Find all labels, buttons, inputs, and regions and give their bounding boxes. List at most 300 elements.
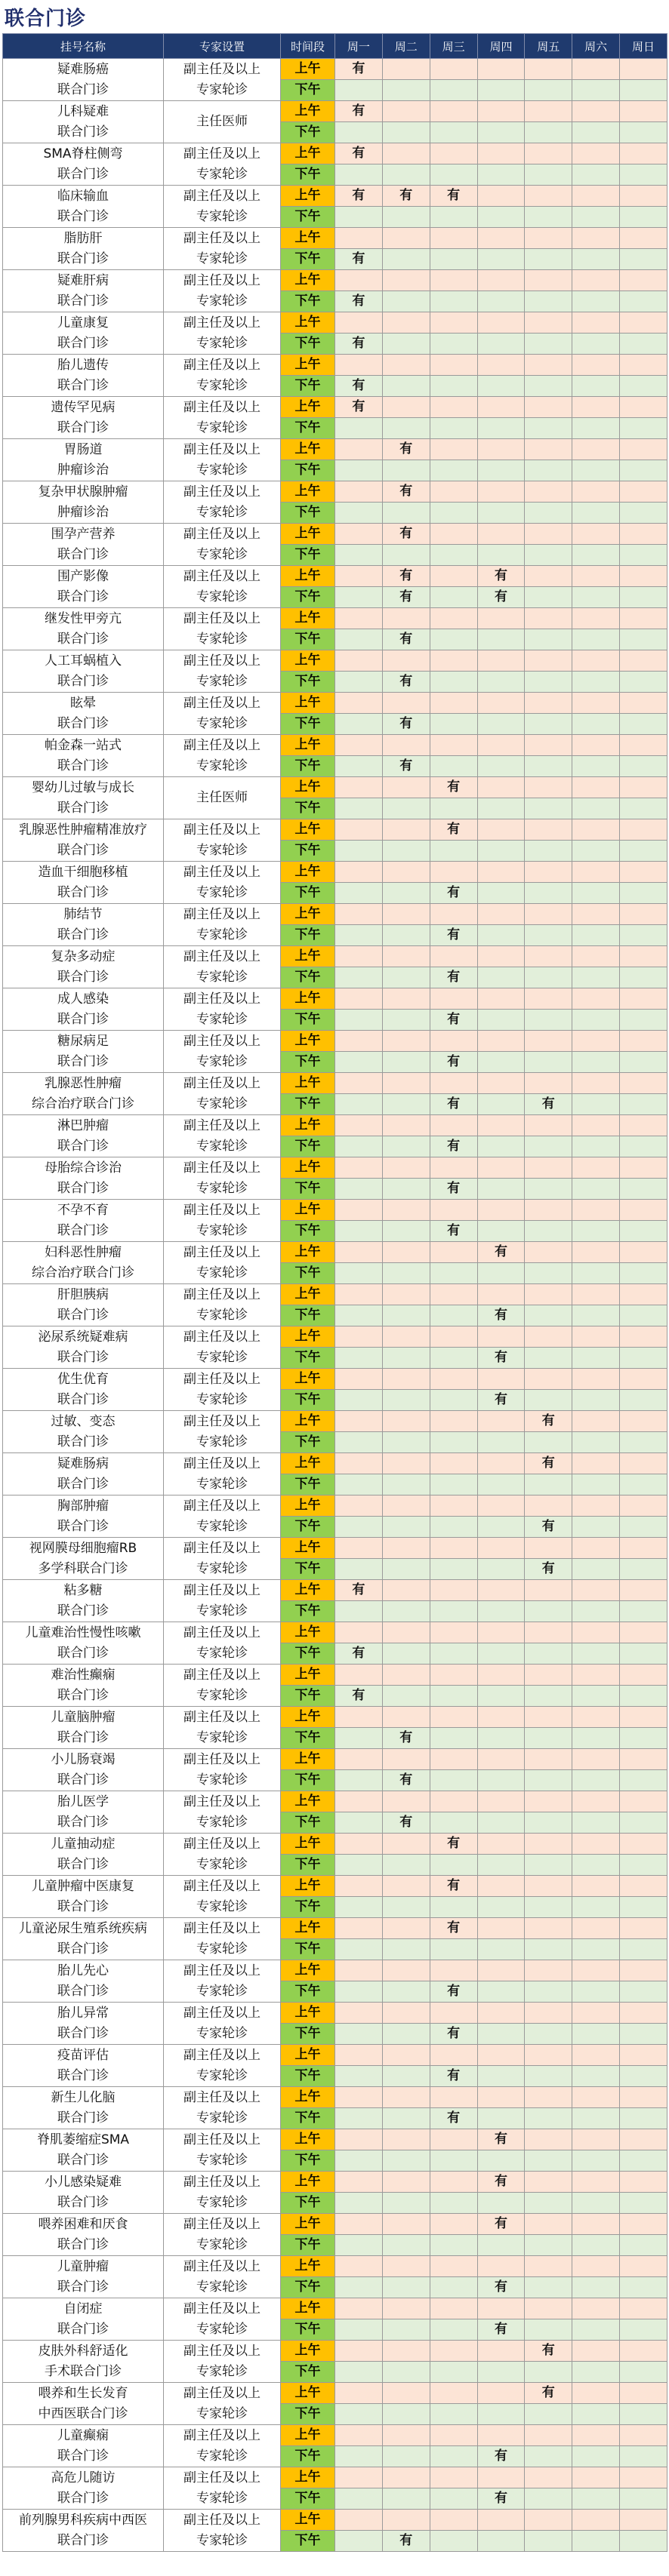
day-slot-cell: 有 — [382, 2531, 430, 2552]
day-slot-cell — [572, 1686, 620, 1707]
clinic-name-line: 联合门诊 — [57, 1814, 109, 1830]
day-slot-cell — [620, 1622, 667, 1643]
clinic-name-line: 围孕产营养 — [51, 526, 116, 542]
period-pm-label: 下午 — [281, 460, 335, 481]
day-slot-cell — [430, 1263, 477, 1284]
clinic-name-line: 胸部肿瘤 — [57, 1498, 109, 1514]
clinic-name-line: 疑难肝病 — [57, 272, 109, 288]
day-slot-cell — [572, 2172, 620, 2193]
day-slot-cell — [477, 439, 525, 460]
expert-level-cell — [164, 524, 281, 566]
clinic-name-line: 综合治疗联合门诊 — [32, 1096, 134, 1111]
day-slot-cell — [525, 2193, 572, 2214]
day-slot-cell — [477, 1010, 525, 1031]
clinic-name-line: 联合门诊 — [57, 969, 109, 985]
expert-level-line: 专家轮诊 — [196, 842, 248, 858]
day-slot-cell — [382, 1622, 430, 1643]
day-slot-cell — [477, 1580, 525, 1601]
expert-level-line: 副主任及以上 — [183, 1329, 261, 1345]
day-slot-cell — [335, 2277, 383, 2298]
day-slot-cell — [382, 1749, 430, 1770]
day-slot-cell — [430, 1031, 477, 1052]
clinic-name-cell — [3, 186, 164, 228]
day-slot-cell — [430, 164, 477, 186]
period-am-label: 上午 — [281, 735, 335, 756]
day-slot-cell — [382, 2066, 430, 2087]
day-slot-cell — [382, 2150, 430, 2172]
day-slot-cell — [477, 2510, 525, 2531]
clinic-name-line: 联合门诊 — [57, 1772, 109, 1788]
day-slot-cell — [382, 1242, 430, 1263]
day-slot-cell — [335, 122, 383, 143]
day-slot-cell — [572, 2087, 620, 2108]
header-expert-level: 专家设置 — [164, 34, 281, 59]
expert-level-cell — [164, 2510, 281, 2552]
expert-level-cell — [164, 650, 281, 693]
clinic-name-line: 联合门诊 — [57, 377, 109, 393]
day-slot-cell — [430, 1960, 477, 1981]
day-slot-cell — [335, 1284, 383, 1305]
period-pm-label: 下午 — [281, 1643, 335, 1665]
day-slot-cell — [525, 1200, 572, 1221]
expert-level-line: 主任医师 — [196, 790, 248, 805]
clinic-name-cell — [3, 1791, 164, 1834]
period-am-label: 上午 — [281, 355, 335, 376]
expert-level-line: 专家轮诊 — [196, 1307, 248, 1323]
day-slot-cell — [382, 2467, 430, 2488]
day-slot-cell — [620, 1242, 667, 1263]
day-slot-cell — [335, 1390, 383, 1411]
expert-level-line: 专家轮诊 — [196, 1518, 248, 1534]
schedule-row — [3, 397, 667, 418]
expert-level-cell — [164, 186, 281, 228]
day-slot-cell — [525, 2277, 572, 2298]
day-slot-cell — [525, 925, 572, 946]
day-slot-cell — [572, 2003, 620, 2024]
day-slot-cell: 有 — [382, 587, 430, 608]
day-slot-cell — [335, 2425, 383, 2446]
clinic-name-line: 妇科恶性肿瘤 — [45, 1244, 122, 1260]
day-slot-cell — [430, 693, 477, 714]
day-slot-cell — [572, 1876, 620, 1897]
day-slot-cell — [335, 1031, 383, 1052]
day-slot-cell — [620, 59, 667, 80]
clinic-name-line: 联合门诊 — [57, 589, 109, 604]
expert-level-line: 副主任及以上 — [183, 906, 261, 922]
day-slot-cell — [430, 524, 477, 545]
day-slot-cell — [572, 904, 620, 925]
period-am-label: 上午 — [281, 1157, 335, 1179]
period-am-label: 上午 — [281, 1495, 335, 1517]
period-pm-label: 下午 — [281, 1517, 335, 1538]
clinic-name-cell — [3, 862, 164, 904]
day-slot-cell — [620, 1157, 667, 1179]
day-slot-cell — [572, 1411, 620, 1432]
day-slot-cell — [477, 1094, 525, 1115]
day-slot-cell — [335, 672, 383, 693]
day-slot-cell — [525, 1242, 572, 1263]
expert-level-line: 专家轮诊 — [196, 2405, 248, 2421]
day-slot-cell — [525, 2235, 572, 2256]
day-slot-cell — [572, 1010, 620, 1031]
day-slot-cell — [620, 777, 667, 798]
day-slot-cell — [382, 1707, 430, 1728]
period-am-label: 上午 — [281, 2510, 335, 2531]
day-slot-cell — [335, 819, 383, 841]
day-slot-cell — [525, 1897, 572, 1918]
clinic-name-cell — [3, 59, 164, 101]
day-slot-cell — [382, 2024, 430, 2045]
day-slot-cell — [382, 1855, 430, 1876]
schedule-row — [3, 2129, 667, 2150]
day-slot-cell — [335, 1305, 383, 1326]
day-slot-cell — [572, 1073, 620, 1094]
day-slot-cell — [335, 439, 383, 460]
day-slot-cell — [382, 1538, 430, 1559]
day-slot-cell — [572, 841, 620, 862]
expert-level-cell — [164, 1960, 281, 2003]
schedule-row — [3, 228, 667, 249]
expert-level-cell — [164, 566, 281, 608]
clinic-name-line: 遗传罕见病 — [51, 399, 116, 415]
schedule-row — [3, 1073, 667, 1094]
day-slot-cell — [525, 1010, 572, 1031]
day-slot-cell — [335, 777, 383, 798]
expert-level-line: 副主任及以上 — [183, 2343, 261, 2359]
day-slot-cell — [620, 397, 667, 418]
expert-level-line: 副主任及以上 — [183, 399, 261, 415]
day-slot-cell — [430, 207, 477, 228]
expert-level-line: 专家轮诊 — [196, 1391, 248, 1407]
day-slot-cell — [620, 2087, 667, 2108]
schedule-row — [3, 439, 667, 460]
day-slot-cell — [382, 2341, 430, 2362]
day-slot-cell — [525, 143, 572, 164]
schedule-row — [3, 59, 667, 80]
expert-level-cell — [164, 988, 281, 1031]
clinic-name-cell — [3, 1665, 164, 1707]
expert-level-line: 副主任及以上 — [183, 1625, 261, 1640]
period-am-label: 上午 — [281, 1665, 335, 1686]
day-slot-cell — [525, 1960, 572, 1981]
expert-level-cell — [164, 1115, 281, 1157]
day-slot-cell — [525, 672, 572, 693]
day-slot-cell — [620, 819, 667, 841]
day-slot-cell — [430, 2003, 477, 2024]
expert-level-line: 副主任及以上 — [183, 188, 261, 204]
day-slot-cell — [525, 481, 572, 503]
day-slot-cell — [572, 418, 620, 439]
schedule-row — [3, 2172, 667, 2193]
day-slot-cell — [525, 693, 572, 714]
expert-level-line: 副主任及以上 — [183, 1413, 261, 1429]
period-pm-label: 下午 — [281, 714, 335, 735]
day-slot-cell — [620, 524, 667, 545]
clinic-name-line: 淋巴肿瘤 — [57, 1117, 109, 1133]
day-slot-cell: 有 — [430, 967, 477, 988]
day-slot-cell — [430, 2045, 477, 2066]
expert-level-cell — [164, 2045, 281, 2087]
clinic-name-line: 联合门诊 — [57, 124, 109, 140]
day-slot-cell — [382, 1495, 430, 1517]
day-slot-cell — [525, 1918, 572, 1939]
day-slot-cell — [430, 735, 477, 756]
clinic-name-line: 联合门诊 — [57, 927, 109, 942]
expert-level-line: 副主任及以上 — [183, 2216, 261, 2232]
expert-level-line: 副主任及以上 — [183, 2385, 261, 2401]
day-slot-cell — [335, 988, 383, 1010]
day-slot-cell — [335, 1157, 383, 1179]
day-slot-cell — [382, 101, 430, 122]
period-pm-label: 下午 — [281, 1897, 335, 1918]
day-slot-cell: 有 — [335, 376, 383, 397]
day-slot-cell — [477, 2108, 525, 2129]
day-slot-cell — [620, 925, 667, 946]
day-slot-cell — [477, 2024, 525, 2045]
day-slot-cell — [335, 503, 383, 524]
period-am-label: 上午 — [281, 312, 335, 334]
day-slot-cell — [572, 1939, 620, 1960]
day-slot-cell — [335, 1073, 383, 1094]
day-slot-cell — [430, 1686, 477, 1707]
day-slot-cell — [335, 2024, 383, 2045]
schedule-row — [3, 819, 667, 841]
day-slot-cell — [430, 1157, 477, 1179]
schedule-row — [3, 1791, 667, 1812]
day-slot-cell — [572, 312, 620, 334]
expert-level-cell — [164, 1369, 281, 1411]
period-pm-label: 下午 — [281, 1432, 335, 1453]
day-slot-cell — [477, 1517, 525, 1538]
day-slot-cell — [335, 714, 383, 735]
day-slot-cell — [572, 1094, 620, 1115]
day-slot-cell — [430, 2510, 477, 2531]
clinic-name-line: 喂养困难和厌食 — [38, 2216, 128, 2232]
clinic-name-line: 肝胆胰病 — [57, 1286, 109, 1302]
day-slot-cell — [477, 207, 525, 228]
day-slot-cell — [525, 2298, 572, 2319]
day-slot-cell — [382, 291, 430, 312]
day-slot-cell — [620, 312, 667, 334]
schedule-row — [3, 1157, 667, 1179]
day-slot-cell — [477, 143, 525, 164]
day-slot-cell — [620, 101, 667, 122]
day-slot-cell — [430, 2362, 477, 2383]
day-slot-cell — [430, 904, 477, 925]
clinic-name-line: 联合门诊 — [57, 251, 109, 266]
period-am-label: 上午 — [281, 862, 335, 883]
day-slot-cell — [620, 2298, 667, 2319]
expert-level-cell — [164, 2256, 281, 2298]
day-slot-cell — [430, 545, 477, 566]
schedule-row — [3, 2383, 667, 2404]
day-slot-cell — [477, 1495, 525, 1517]
clinic-name-line: 皮肤外科舒适化 — [38, 2343, 128, 2359]
clinic-name-line: 联合门诊 — [57, 1138, 109, 1154]
day-slot-cell — [572, 1665, 620, 1686]
clinic-name-cell — [3, 2298, 164, 2341]
day-slot-cell: 有 — [335, 1686, 383, 1707]
day-slot-cell — [430, 1665, 477, 1686]
day-slot-cell — [430, 481, 477, 503]
clinic-name-line: 儿童癫痫 — [57, 2427, 109, 2443]
expert-level-cell — [164, 1749, 281, 1791]
day-slot-cell — [477, 629, 525, 650]
schedule-row — [3, 2341, 667, 2362]
period-am-label: 上午 — [281, 101, 335, 122]
period-pm-label: 下午 — [281, 1305, 335, 1326]
day-slot-cell — [382, 1115, 430, 1136]
expert-level-line: 专家轮诊 — [196, 2448, 248, 2464]
day-slot-cell — [477, 2425, 525, 2446]
day-slot-cell — [335, 1960, 383, 1981]
expert-level-line: 专家轮诊 — [196, 1941, 248, 1957]
clinic-name-line: 糖尿病足 — [57, 1033, 109, 1049]
schedule-row — [3, 186, 667, 207]
clinic-name-cell — [3, 650, 164, 693]
day-slot-cell — [572, 777, 620, 798]
day-slot-cell — [525, 2404, 572, 2425]
day-slot-cell: 有 — [477, 2129, 525, 2150]
day-slot-cell — [477, 312, 525, 334]
day-slot-cell — [525, 883, 572, 904]
day-slot-cell — [525, 2510, 572, 2531]
day-slot-cell — [430, 2150, 477, 2172]
expert-level-line: 专家轮诊 — [196, 1729, 248, 1745]
day-slot-cell — [620, 2362, 667, 2383]
day-slot-cell — [525, 355, 572, 376]
day-slot-cell — [572, 1453, 620, 1474]
expert-level-line: 副主任及以上 — [183, 822, 261, 838]
clinic-name-line: 喂养和生长发育 — [38, 2385, 128, 2401]
day-slot-cell — [382, 122, 430, 143]
clinic-name-line: 联合门诊 — [57, 166, 109, 182]
day-slot-cell — [335, 2383, 383, 2404]
day-slot-cell — [620, 1665, 667, 1686]
period-pm-label: 下午 — [281, 2319, 335, 2341]
day-slot-cell — [525, 59, 572, 80]
day-slot-cell — [430, 503, 477, 524]
clinic-name-line: 胎儿先心 — [57, 1963, 109, 1978]
day-slot-cell — [525, 2488, 572, 2510]
day-slot-cell — [572, 587, 620, 608]
period-am-label: 上午 — [281, 2467, 335, 2488]
schedule-row — [3, 862, 667, 883]
expert-level-line: 副主任及以上 — [183, 1033, 261, 1049]
day-slot-cell — [620, 1369, 667, 1390]
day-slot-cell: 有 — [430, 1876, 477, 1897]
day-slot-cell — [382, 1559, 430, 1580]
expert-level-line: 专家轮诊 — [196, 1011, 248, 1027]
clinic-name-line: 小儿感染疑难 — [45, 2174, 122, 2190]
day-slot-cell — [335, 481, 383, 503]
day-slot-cell: 有 — [525, 1094, 572, 1115]
day-slot-cell — [620, 1538, 667, 1559]
period-am-label: 上午 — [281, 439, 335, 460]
day-slot-cell: 有 — [335, 59, 383, 80]
day-slot-cell — [620, 1686, 667, 1707]
day-slot-cell — [620, 1031, 667, 1052]
day-slot-cell — [430, 1390, 477, 1411]
day-slot-cell — [525, 207, 572, 228]
day-slot-cell — [572, 1179, 620, 1200]
day-slot-cell — [382, 2510, 430, 2531]
day-slot-cell — [382, 1031, 430, 1052]
day-slot-cell — [382, 418, 430, 439]
day-slot-cell — [620, 1136, 667, 1157]
header-period: 时间段 — [281, 34, 335, 59]
day-slot-cell: 有 — [477, 2277, 525, 2298]
schedule-table — [2, 33, 667, 2552]
day-slot-cell — [335, 756, 383, 777]
day-slot-cell — [620, 355, 667, 376]
expert-level-line: 副主任及以上 — [183, 484, 261, 500]
day-slot-cell — [620, 1010, 667, 1031]
clinic-name-line: 继发性甲旁亢 — [45, 610, 122, 626]
day-slot-cell — [572, 270, 620, 291]
day-slot-cell — [525, 524, 572, 545]
day-slot-cell — [572, 967, 620, 988]
clinic-name-line: 不孕不育 — [57, 1202, 109, 1218]
day-slot-cell — [620, 291, 667, 312]
expert-level-line: 专家轮诊 — [196, 1898, 248, 1914]
day-slot-cell — [335, 841, 383, 862]
expert-level-line: 副主任及以上 — [183, 1582, 261, 1598]
day-slot-cell — [620, 1284, 667, 1305]
day-slot-cell — [430, 2235, 477, 2256]
day-slot-cell — [335, 2256, 383, 2277]
day-slot-cell — [620, 2488, 667, 2510]
day-slot-cell — [382, 1305, 430, 1326]
expert-level-line: 专家轮诊 — [196, 927, 248, 942]
expert-level-line: 副主任及以上 — [183, 61, 261, 77]
day-slot-cell — [525, 1495, 572, 1517]
day-slot-cell: 有 — [430, 186, 477, 207]
day-slot-cell — [620, 1580, 667, 1601]
clinic-name-line: 联合门诊 — [57, 1349, 109, 1365]
day-slot-cell — [620, 2341, 667, 2362]
day-slot-cell: 有 — [477, 1390, 525, 1411]
day-slot-cell — [477, 545, 525, 566]
day-slot-cell — [430, 1200, 477, 1221]
day-slot-cell — [620, 186, 667, 207]
schedule-row — [3, 1580, 667, 1601]
expert-level-cell — [164, 59, 281, 101]
period-am-label: 上午 — [281, 566, 335, 587]
period-pm-label: 下午 — [281, 1686, 335, 1707]
period-am-label: 上午 — [281, 1200, 335, 1221]
period-pm-label: 下午 — [281, 1939, 335, 1960]
day-slot-cell — [335, 2003, 383, 2024]
clinic-name-line: 儿童脑肿瘤 — [51, 1709, 116, 1725]
day-slot-cell — [525, 1284, 572, 1305]
period-pm-label: 下午 — [281, 503, 335, 524]
period-am-label: 上午 — [281, 1369, 335, 1390]
clinic-name-cell — [3, 693, 164, 735]
day-slot-cell — [335, 1411, 383, 1432]
header-monday: 周一 — [335, 34, 383, 59]
day-slot-cell — [572, 2383, 620, 2404]
day-slot-cell — [572, 460, 620, 481]
day-slot-cell — [430, 312, 477, 334]
period-am-label: 上午 — [281, 143, 335, 164]
expert-level-line: 专家轮诊 — [196, 1603, 248, 1618]
day-slot-cell — [382, 1411, 430, 1432]
day-slot-cell — [620, 1094, 667, 1115]
clinic-name-line: 联合门诊 — [57, 546, 109, 562]
expert-level-line: 副主任及以上 — [183, 2470, 261, 2485]
day-slot-cell: 有 — [430, 1179, 477, 1200]
